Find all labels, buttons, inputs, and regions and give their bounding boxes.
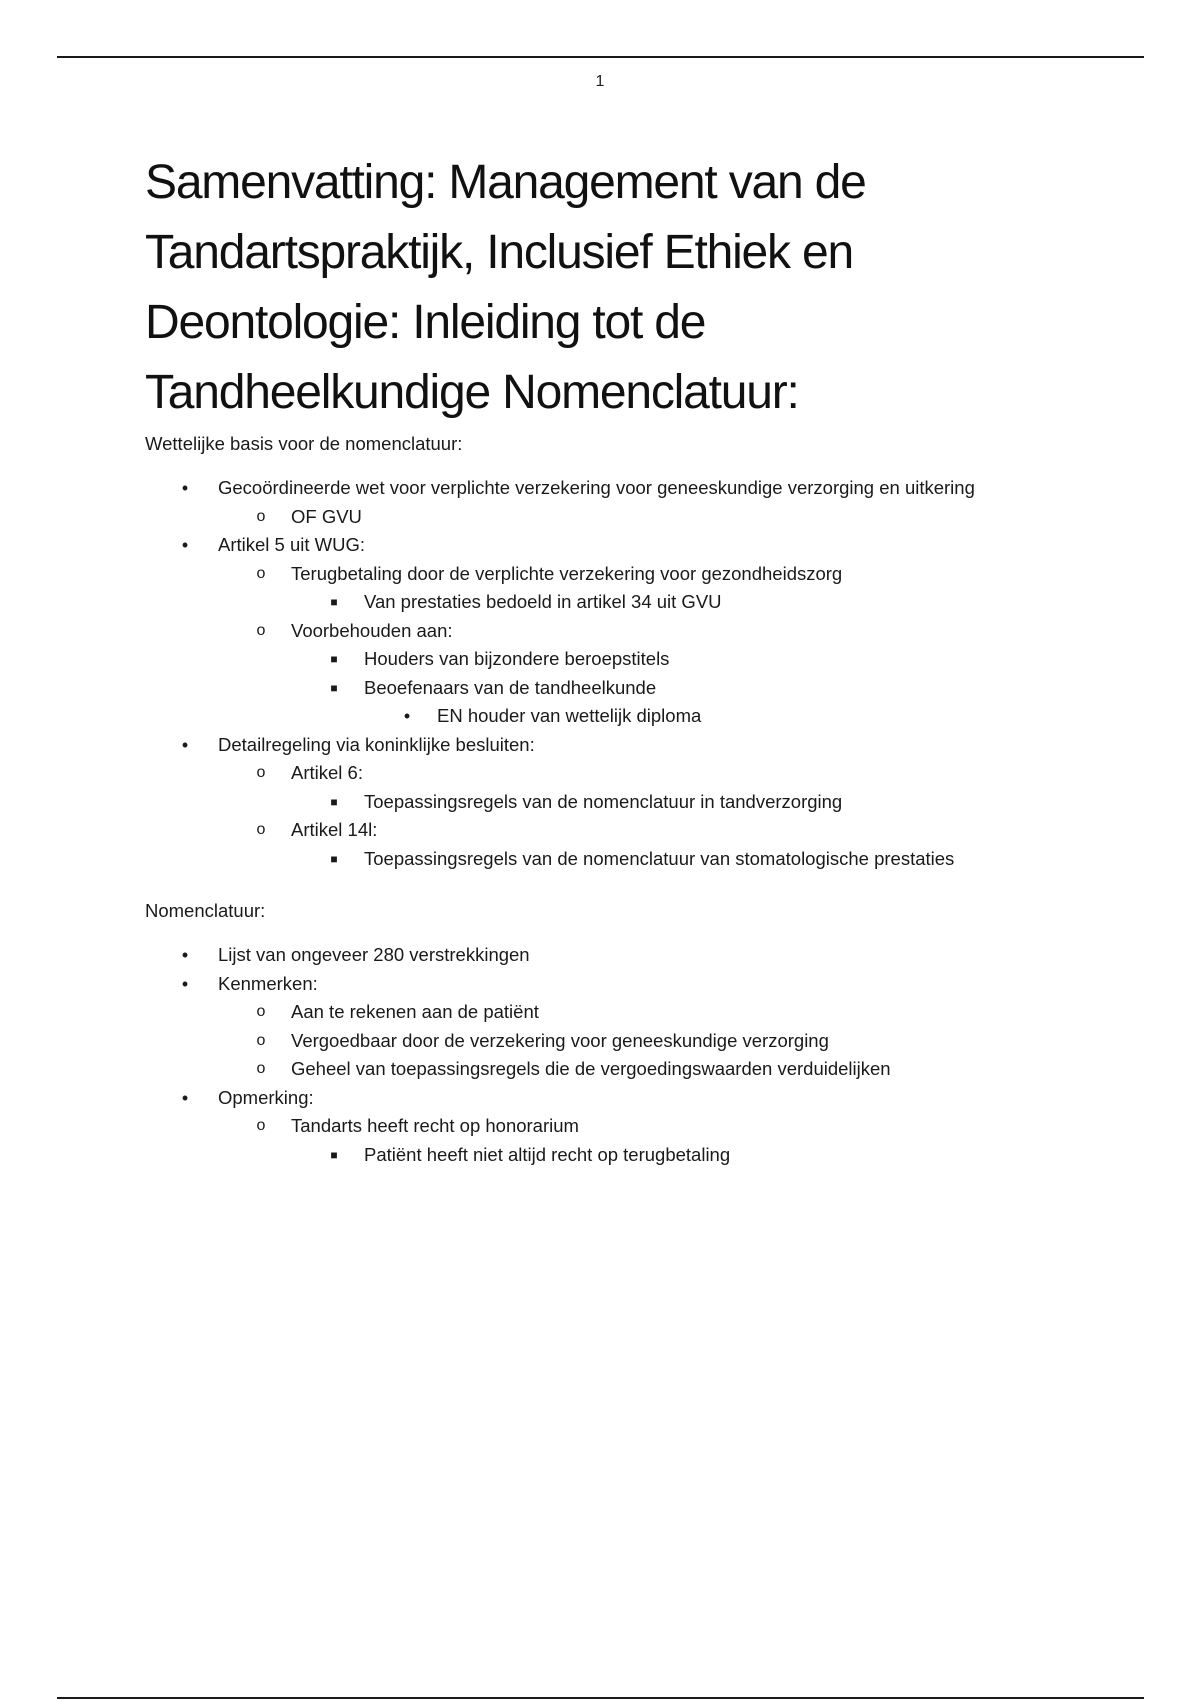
list-item-text: Terugbetaling door de verplichte verzekering voor gezondheidszorg [291, 562, 843, 584]
document-body [145, 148, 1105, 1169]
list-item-text: OF GVU [291, 505, 362, 527]
sub-list [291, 1141, 1105, 1170]
list-item-text: Artikel 14l: [291, 819, 378, 840]
list-item-text: Van prestaties bedoeld in artikel 34 uit GVU [364, 591, 722, 612]
document-title: Samenvatting: Management van de Tandartspraktijk, Inclusief Ethiek en Deontologie: Inleiding tot de Tandheelkundige Nomenclatuur: [145, 156, 866, 419]
list-item [145, 970, 1105, 1084]
list-item-text: Toepassingsregels van de nomenclatuur in tandverzorging [364, 790, 843, 812]
sub-list [218, 759, 1105, 873]
sub-list [291, 645, 1105, 731]
list-item [291, 588, 1105, 617]
list-item-text: Houders van bijzondere beroepstitels [364, 648, 670, 669]
list-item [291, 1141, 1105, 1170]
sub-list [218, 503, 1105, 532]
list-item-text: Opmerking: [218, 1086, 314, 1108]
section-heading-wettelijke-basis: Wettelijke basis voor de nomenclatuur: [145, 433, 463, 454]
bullet-dot-icon: • [403, 706, 411, 726]
list-item [291, 645, 1105, 674]
list-item-text: Aan te rekenen aan de patiënt [291, 1001, 539, 1022]
bullet-square-icon: ■ [330, 1147, 338, 1162]
list-item-text: EN houder van wettelijk diploma [437, 705, 702, 726]
bullet-circle-icon: o [256, 764, 266, 781]
list-item-text: Beoefenaars van de tandheelkunde [364, 676, 657, 698]
list-item-text: Patiënt heeft niet altijd recht op terugbetaling [364, 1143, 731, 1165]
list-item-text: Artikel 5 uit WUG: [218, 534, 365, 555]
list-item [218, 503, 1105, 532]
list-item [364, 702, 1105, 731]
sub-list [364, 702, 1105, 731]
list-item-text: Artikel 6: [291, 762, 363, 783]
section-heading-nomenclatuur: Nomenclatuur: [145, 900, 266, 921]
list-item [145, 474, 1105, 531]
list-item-text: Geheel van toepassingsregels die de vergoedingswaarden verduidelijken [291, 1058, 891, 1079]
sub-list [291, 845, 1105, 874]
list-item-text: Kenmerken: [218, 972, 318, 994]
sub-list [218, 560, 1105, 731]
bullet-square-icon: ■ [330, 794, 338, 809]
bullet-circle-icon: o [256, 1003, 266, 1020]
bullet-circle-icon: o [256, 1117, 266, 1134]
bullet-circle-icon: o [256, 1031, 266, 1049]
bullet-square-icon: ■ [330, 595, 338, 609]
list-item [291, 845, 1105, 874]
list-item [218, 617, 1105, 731]
list-item [218, 1112, 1105, 1169]
bullet-circle-icon: o [256, 821, 266, 838]
list-item [291, 788, 1105, 817]
sub-list [291, 788, 1105, 817]
sub-list [218, 998, 1105, 1084]
list-item-text: Tandarts heeft recht op honorarium [291, 1115, 579, 1136]
bullet-dot-icon: • [181, 734, 189, 755]
header-rule [57, 56, 1144, 58]
list-item [145, 731, 1105, 874]
bullet-dot-icon: • [181, 1087, 189, 1108]
list-item [218, 1027, 1105, 1056]
bullet-list-wettelijke-basis [145, 474, 1105, 873]
bullet-dot-icon: • [181, 478, 189, 498]
list-item [218, 1055, 1105, 1084]
list-item [218, 998, 1105, 1027]
list-item-text: Detailregeling via koninklijke besluiten: [218, 733, 535, 755]
sub-list [218, 1112, 1105, 1169]
bullet-circle-icon: o [256, 1060, 266, 1077]
list-item-text: Vergoedbaar door de verzekering voor geneeskundige verzorging [291, 1029, 829, 1051]
list-item [218, 816, 1105, 873]
page-number: 1 [595, 73, 605, 90]
list-item-text: Gecoördineerde wet voor verplichte verzekering voor geneeskundige verzorging en uitkering [218, 477, 975, 498]
bullet-square-icon: ■ [330, 680, 338, 695]
list-item [218, 560, 1105, 617]
bullet-circle-icon: o [256, 621, 266, 639]
bullet-dot-icon: • [181, 973, 189, 994]
list-item-text: Voorbehouden aan: [291, 619, 453, 641]
bullet-square-icon: ■ [330, 851, 338, 866]
list-item [291, 674, 1105, 731]
list-item-text: Toepassingsregels van de nomenclatuur van stomatologische prestaties [364, 847, 955, 869]
list-item [218, 759, 1105, 816]
bullet-circle-icon: o [256, 507, 266, 525]
bullet-square-icon: ■ [330, 652, 338, 666]
list-item [145, 531, 1105, 731]
list-item [145, 1084, 1105, 1170]
bullet-list-nomenclatuur [145, 941, 1105, 1169]
bullet-dot-icon: • [181, 945, 189, 965]
bullet-circle-icon: o [256, 564, 266, 582]
list-item [145, 941, 1105, 970]
sub-list [291, 588, 1105, 617]
bullet-dot-icon: • [181, 535, 189, 555]
list-item-text: Lijst van ongeveer 280 verstrekkingen [218, 944, 530, 965]
footer-rule [57, 1697, 1144, 1699]
